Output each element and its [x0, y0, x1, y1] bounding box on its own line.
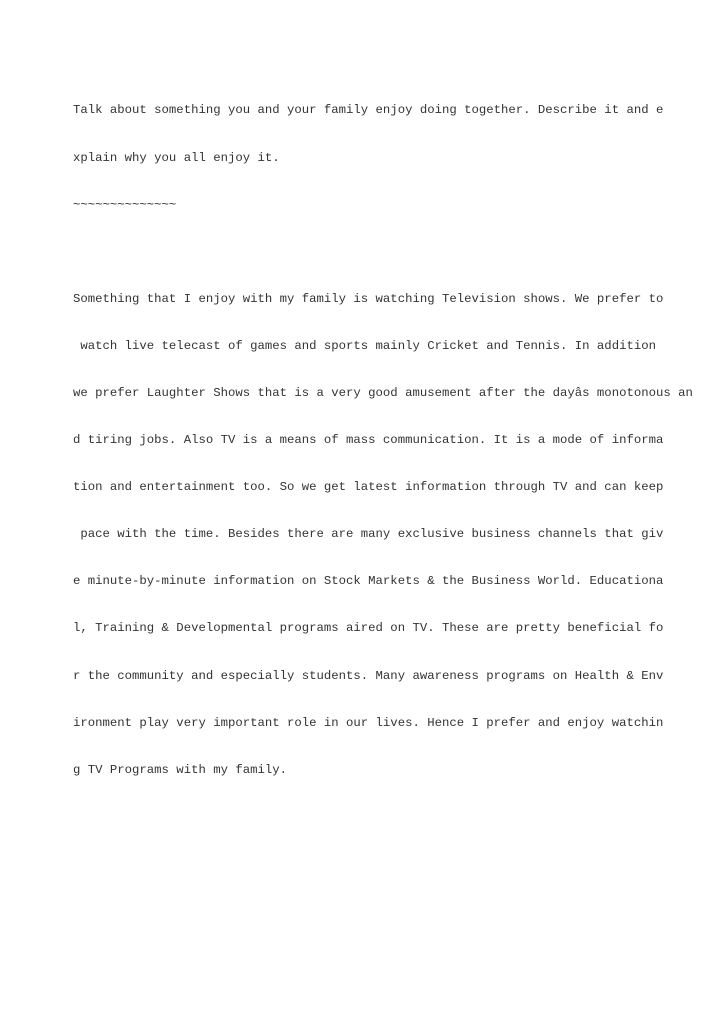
- essay-line: pace with the time. Besides there are many exclusive business channels that giv: [73, 527, 664, 542]
- separator-line: ~~~~~~~~~~~~~~: [73, 197, 177, 212]
- prompt-line: xplain why you all enjoy it.: [73, 150, 280, 165]
- essay-line: watch live telecast of games and sports mainly Cricket and Tennis. In addition: [73, 338, 656, 353]
- essay-line: Something that I enjoy with my family is watching Television shows. We prefer to: [73, 291, 664, 306]
- essay-line: tion and entertainment too. So we get latest information through TV and can keep: [73, 480, 664, 495]
- essay-line: e minute-by-minute information on Stock Markets & the Business World. Educationa: [73, 574, 664, 589]
- essay-line: we prefer Laughter Shows that is a very good amusement after the dayâs monotonous an: [73, 385, 693, 400]
- document-text: [73, 72, 713, 810]
- essay-line: d tiring jobs. Also TV is a means of mass communication. It is a mode of informa: [73, 433, 664, 448]
- essay-line: l, Training & Developmental programs aired on TV. These are pretty beneficial fo: [73, 621, 664, 636]
- essay-line: ironment play very important role in our lives. Hence I prefer and enjoy watchin: [73, 715, 664, 730]
- essay-line: g TV Programs with my family.: [73, 762, 288, 777]
- prompt-line: Talk about something you and your family enjoy doing together. Describe it and e: [73, 103, 664, 118]
- blank-line: [73, 245, 713, 261]
- essay-line: r the community and especially students. Many awareness programs on Health & Env: [73, 668, 664, 683]
